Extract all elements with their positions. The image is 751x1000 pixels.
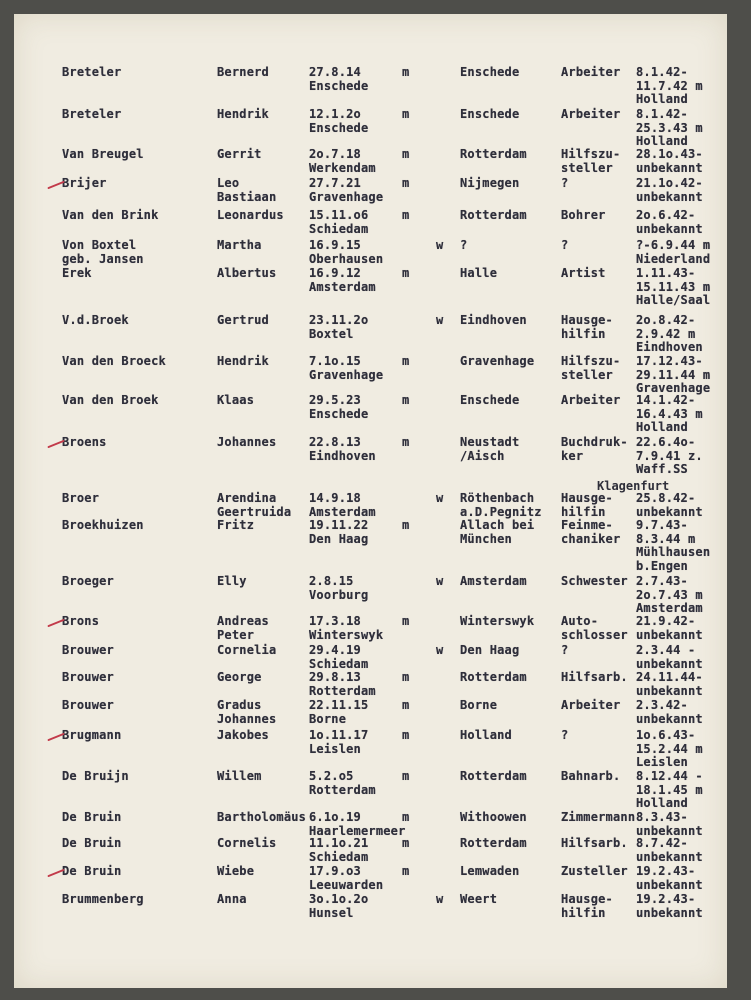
surname-cell: Brummenberg <box>62 892 144 906</box>
occupation-cell: Bohrer <box>561 208 606 222</box>
birth-cell: 12.1.2o Enschede <box>309 107 369 135</box>
sex-cell: m <box>402 769 410 783</box>
dates-cell: 14.1.42- 16.4.43 m Holland <box>636 393 703 434</box>
occupation-cell: ? <box>561 728 569 742</box>
birth-cell: 22.8.13 Eindhoven <box>309 435 376 463</box>
given-name-cell: Martha <box>217 238 262 252</box>
given-name-cell: Leonardus <box>217 208 284 222</box>
sex-cell: m <box>402 266 410 280</box>
given-name-cell: Klaas <box>217 393 255 407</box>
sex-cell: m <box>402 354 410 368</box>
occupation-cell: Buchdruk- ker <box>561 435 628 463</box>
surname-cell: Broer <box>62 491 100 505</box>
sex-cell: w <box>436 238 444 252</box>
occupation-cell: Arbeiter <box>561 698 621 712</box>
surname-cell: Erek <box>62 266 92 280</box>
dates-cell: 21.9.42- unbekannt <box>636 614 703 642</box>
sex-cell: m <box>402 614 410 628</box>
dates-cell: 24.11.44- unbekannt <box>636 670 703 698</box>
birth-cell: 14.9.18 Amsterdam <box>309 491 376 519</box>
dates-cell: 8.7.42- unbekannt <box>636 836 703 864</box>
dates-cell: 2.3.44 - unbekannt <box>636 643 703 671</box>
sex-cell: m <box>402 107 410 121</box>
place-cell: Röthenbach a.D.Pegnitz <box>460 491 542 519</box>
occupation-cell: Zusteller <box>561 864 628 878</box>
surname-cell: Brugmann <box>62 728 122 742</box>
place-cell: Nijmegen <box>460 176 520 190</box>
birth-cell: 5.2.o5 Rotterdam <box>309 769 376 797</box>
dates-cell: 22.6.4o- 7.9.41 z. Waff.SS <box>636 435 703 476</box>
place-cell: Borne <box>460 698 498 712</box>
place-cell: Halle <box>460 266 498 280</box>
given-name-cell: Jakobes <box>217 728 269 742</box>
birth-cell: 29.4.19 Schiedam <box>309 643 369 671</box>
dates-cell: 25.8.42- unbekannt <box>636 491 703 519</box>
dates-cell: 2o.8.42- 2.9.42 m Eindhoven <box>636 313 703 354</box>
given-name-cell: Gradus Johannes <box>217 698 277 726</box>
surname-cell: Van den Brink <box>62 208 159 222</box>
place-cell: ? <box>460 238 468 252</box>
given-name-cell: Leo Bastiaan <box>217 176 277 204</box>
sex-cell: w <box>436 491 444 505</box>
birth-cell: 27.7.21 Gravenhage <box>309 176 384 204</box>
place-cell: Enschede <box>460 65 520 79</box>
place-cell: Gravenhage <box>460 354 535 368</box>
birth-cell: 15.11.o6 Schiedam <box>309 208 369 236</box>
occupation-cell: ? <box>561 238 569 252</box>
birth-cell: 7.1o.15 Gravenhage <box>309 354 384 382</box>
occupation-cell: Artist <box>561 266 606 280</box>
sex-cell: m <box>402 208 410 222</box>
birth-cell: 16.9.12 Amsterdam <box>309 266 376 294</box>
surname-cell: Broens <box>62 435 107 449</box>
dates-cell: 2o.6.42- unbekannt <box>636 208 703 236</box>
given-name-cell: Wiebe <box>217 864 255 878</box>
birth-cell: 22.11.15 Borne <box>309 698 369 726</box>
surname-cell: Brouwer <box>62 670 114 684</box>
occupation-cell: Hilfsarb. <box>561 670 628 684</box>
dates-cell: 9.7.43- 8.3.44 m Mühlhausen b.Engen <box>636 518 711 573</box>
birth-cell: 2o.7.18 Werkendam <box>309 147 376 175</box>
dates-cell: 19.2.43- unbekannt <box>636 892 703 920</box>
surname-cell: Von Boxtel geb. Jansen <box>62 238 144 266</box>
place-cell: Enschede <box>460 107 520 121</box>
given-name-cell: Cornelia <box>217 643 277 657</box>
sex-cell: w <box>436 313 444 327</box>
surname-cell: De Bruin <box>62 810 122 824</box>
given-name-cell: Andreas Peter <box>217 614 269 642</box>
place-cell: Rotterdam <box>460 208 527 222</box>
birth-cell: 16.9.15 Oberhausen <box>309 238 384 266</box>
dates-cell: 1.11.43- 15.11.43 m Halle/Saal <box>636 266 711 307</box>
birth-cell: 3o.1o.2o Hunsel <box>309 892 369 920</box>
birth-cell: 1o.11.17 Leislen <box>309 728 369 756</box>
given-name-cell: Cornelis <box>217 836 277 850</box>
surname-cell: Breteler <box>62 107 122 121</box>
sex-cell: m <box>402 147 410 161</box>
dates-cell: 8.1.42- 25.3.43 m Holland <box>636 107 703 148</box>
surname-cell: Van Breugel <box>62 147 144 161</box>
surname-cell: Brouwer <box>62 643 114 657</box>
place-cell: Weert <box>460 892 498 906</box>
occupation-cell: Arbeiter <box>561 65 621 79</box>
sex-cell: m <box>402 864 410 878</box>
place-cell: Eindhoven <box>460 313 527 327</box>
occupation-cell: Hilfsarb. <box>561 836 628 850</box>
occupation-cell: Schwester <box>561 574 628 588</box>
birth-cell: 29.5.23 Enschede <box>309 393 369 421</box>
occupation-cell: ? <box>561 643 569 657</box>
dates-cell: 21.1o.42- unbekannt <box>636 176 703 204</box>
surname-cell: De Bruin <box>62 836 122 850</box>
surname-cell: Breteler <box>62 65 122 79</box>
place-cell: Rotterdam <box>460 670 527 684</box>
occupation-cell: ? <box>561 176 569 190</box>
given-name-cell: Gertrud <box>217 313 269 327</box>
birth-cell: 23.11.2o Boxtel <box>309 313 369 341</box>
occupation-cell: Hausge- hilfin <box>561 892 613 920</box>
given-name-cell: Gerrit <box>217 147 262 161</box>
given-name-cell: Willem <box>217 769 262 783</box>
place-cell: Enschede <box>460 393 520 407</box>
sex-cell: m <box>402 65 410 79</box>
sex-cell: w <box>436 643 444 657</box>
given-name-cell: Anna <box>217 892 247 906</box>
surname-cell: Brons <box>62 614 100 628</box>
occupation-cell: Hausge- hilfin <box>561 491 613 519</box>
given-name-cell: Johannes <box>217 435 277 449</box>
sex-cell: m <box>402 810 410 824</box>
dates-cell: 8.3.43- unbekannt <box>636 810 703 838</box>
surname-cell: Broekhuizen <box>62 518 144 532</box>
occupation-cell: Arbeiter <box>561 393 621 407</box>
place-cell: Neustadt /Aisch <box>460 435 520 463</box>
surname-cell: Broeger <box>62 574 114 588</box>
surname-cell: Van den Broek <box>62 393 159 407</box>
surname-cell: Brouwer <box>62 698 114 712</box>
place-cell: Lemwaden <box>460 864 520 878</box>
dates-cell: 8.12.44 - 18.1.45 m Holland <box>636 769 703 810</box>
place-cell: Amsterdam <box>460 574 527 588</box>
surname-cell: De Bruijn <box>62 769 129 783</box>
occupation-cell: Feinme- chaniker <box>561 518 621 546</box>
birth-cell: 17.3.18 Winterswyk <box>309 614 384 642</box>
occupation-cell: Hilfszu- steller <box>561 147 621 175</box>
occupation-cell: Hilfszu- steller <box>561 354 621 382</box>
place-cell: Rotterdam <box>460 836 527 850</box>
sex-cell: m <box>402 176 410 190</box>
sex-cell: w <box>436 574 444 588</box>
place-cell: Den Haag <box>460 643 520 657</box>
birth-cell: 17.9.o3 Leeuwarden <box>309 864 384 892</box>
sex-cell: m <box>402 698 410 712</box>
place-cell: Rotterdam <box>460 147 527 161</box>
given-name-cell: Elly <box>217 574 247 588</box>
place-cell: Winterswyk <box>460 614 535 628</box>
surname-cell: Van den Broeck <box>62 354 166 368</box>
dates-cell: 19.2.43- unbekannt <box>636 864 703 892</box>
place-cell: Allach bei München <box>460 518 535 546</box>
birth-cell: 19.11.22 Den Haag <box>309 518 369 546</box>
dates-cell: 28.1o.43- unbekannt <box>636 147 703 175</box>
birth-cell: 11.1o.21 Schiedam <box>309 836 369 864</box>
given-name-cell: Hendrik <box>217 107 269 121</box>
given-name-cell: Bartholomäus <box>217 810 307 824</box>
dates-cell: 8.1.42- 11.7.42 m Holland <box>636 65 703 106</box>
sex-cell: m <box>402 393 410 407</box>
dates-cell: 2.3.42- unbekannt <box>636 698 703 726</box>
occupation-cell: Zimmermann <box>561 810 636 824</box>
occupation-cell: Arbeiter <box>561 107 621 121</box>
place-cell: Holland <box>460 728 512 742</box>
surname-cell: V.d.Broek <box>62 313 129 327</box>
document-page <box>14 14 727 988</box>
dates-cell: 1o.6.43- 15.2.44 m Leislen <box>636 728 703 769</box>
sex-cell: m <box>402 435 410 449</box>
record-list <box>14 14 727 988</box>
given-name-cell: Fritz <box>217 518 255 532</box>
sex-cell: m <box>402 518 410 532</box>
given-name-cell: George <box>217 670 262 684</box>
dates-cell: ?-6.9.44 m Niederland <box>636 238 711 266</box>
sex-cell: m <box>402 728 410 742</box>
surname-cell: De Bruin <box>62 864 122 878</box>
given-name-cell: Hendrik <box>217 354 269 368</box>
place-cell: Rotterdam <box>460 769 527 783</box>
dates-cell: 17.12.43- 29.11.44 m Gravenhage <box>636 354 711 395</box>
sex-cell: w <box>436 892 444 906</box>
sex-cell: m <box>402 670 410 684</box>
dates-cell: 2.7.43- 2o.7.43 m Amsterdam <box>636 574 703 615</box>
occupation-cell: Auto- schlosser <box>561 614 628 642</box>
given-name-cell: Albertus <box>217 266 277 280</box>
birth-cell: 6.1o.19 Haarlemermeer <box>309 810 406 838</box>
given-name-cell: Arendina Geertruida <box>217 491 292 519</box>
surname-cell: Brijer <box>62 176 107 190</box>
occupation-cell: Hausge- hilfin <box>561 313 613 341</box>
occupation-cell: Bahnarb. <box>561 769 621 783</box>
location-note: Klagenfurt <box>597 479 670 493</box>
given-name-cell: Bernerd <box>217 65 269 79</box>
sex-cell: m <box>402 836 410 850</box>
birth-cell: 2.8.15 Voorburg <box>309 574 369 602</box>
place-cell: Withoowen <box>460 810 527 824</box>
birth-cell: 29.8.13 Rotterdam <box>309 670 376 698</box>
birth-cell: 27.8.14 Enschede <box>309 65 369 93</box>
